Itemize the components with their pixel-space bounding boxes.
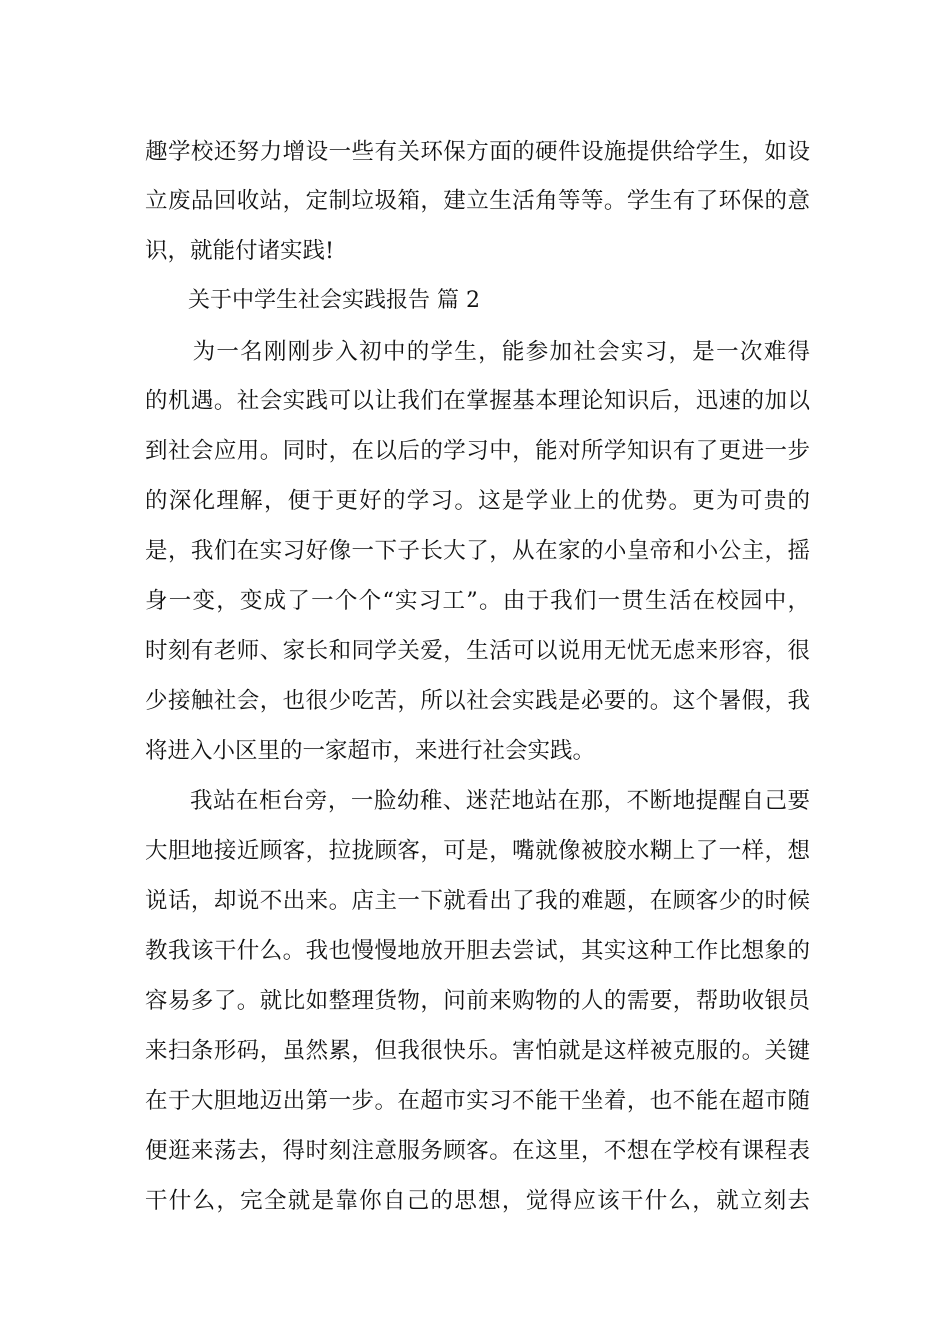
p3-line-5: 容易多了。就比如整理货物，问前来购物的人的需要，帮助收银员 <box>145 988 810 1014</box>
p3-line-9: 干什么，完全就是靠你自己的思想，觉得应该干什么，就立刻去 <box>145 1188 810 1214</box>
p2-line-2: 的机遇。社会实践可以让我们在掌握基本理论知识后，迅速的加以 <box>145 388 810 414</box>
p3-line-6: 来扫条形码，虽然累，但我很快乐。害怕就是这样被克服的。关键 <box>145 1038 810 1064</box>
p2-line-5: 是，我们在实习好像一下子长大了，从在家的小皇帝和小公主，摇 <box>145 538 810 564</box>
p3-line-7: 在于大胆地迈出第一步。在超市实习不能干坐着，也不能在超市随 <box>145 1088 810 1114</box>
p2-line-1: 为一名刚刚步入初中的学生，能参加社会实习，是一次难得 <box>145 339 810 365</box>
p2-line-7: 时刻有老师、家长和同学关爱，生活可以说用无忧无虑来形容，很 <box>145 638 810 664</box>
p2-line-8: 少接触社会，也很少吃苦，所以社会实践是必要的。这个暑假，我 <box>145 688 810 714</box>
p3-line-8: 便逛来荡去，得时刻注意服务顾客。在这里，不想在学校有课程表 <box>145 1138 810 1164</box>
p3-line-2: 大胆地接近顾客，拉拢顾客，可是，嘴就像被胶水糊上了一样，想 <box>145 838 810 864</box>
p3-line-3: 说话，却说不出来。店主一下就看出了我的难题，在顾客少的时候 <box>145 888 810 914</box>
p1-line-1: 趣学校还努力增设一些有关环保方面的硬件设施提供给学生，如设 <box>145 139 810 165</box>
p2-line-6: 身一变，变成了一个个“实习工”。由于我们一贯生活在校园中， <box>145 588 810 614</box>
p2-line-3: 到社会应用。同时，在以后的学习中，能对所学知识有了更进一步 <box>145 438 810 464</box>
p2-line-9: 将进入小区里的一家超市，来进行社会实践。 <box>145 738 596 764</box>
p3-line-4: 教我该干什么。我也慢慢地放开胆去尝试，其实这种工作比想象的 <box>145 938 810 964</box>
section-heading: 关于中学生社会实践报告 篇 2 <box>188 288 480 313</box>
p3-line-1: 我站在柜台旁，一脸幼稚、迷茫地站在那，不断地提醒自己要 <box>190 788 810 814</box>
p2-line-4: 的深化理解，便于更好的学习。这是学业上的优势。更为可贵的 <box>145 488 810 514</box>
p1-line-2: 立废品回收站，定制垃圾箱，建立生活角等等。学生有了环保的意 <box>145 188 810 214</box>
p1-line-3: 识，就能付诸实践! <box>145 238 335 264</box>
